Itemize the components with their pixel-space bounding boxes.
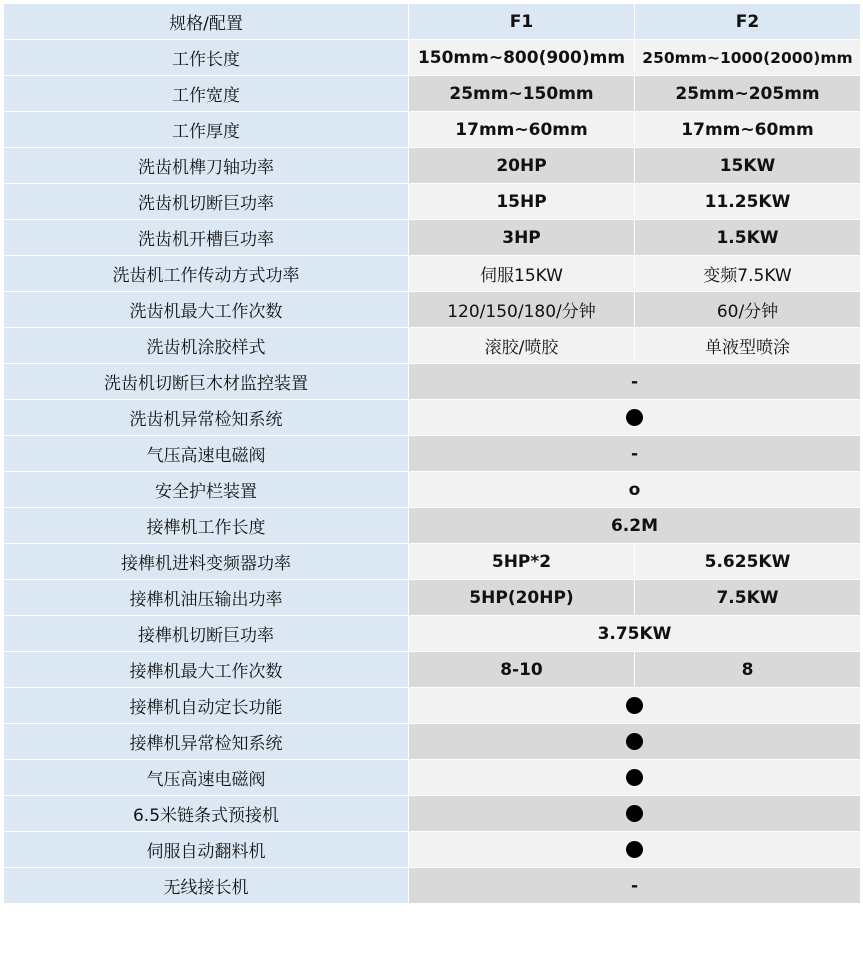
table-row <box>4 184 861 220</box>
row-label: 安全护栏装置 <box>4 472 409 508</box>
row-value-merged <box>409 760 861 796</box>
row-label: 气压高速电磁阀 <box>4 760 409 796</box>
row-value-f2: 5.625KW <box>635 544 861 580</box>
row-value-f2: 11.25KW <box>635 184 861 220</box>
row-value-f2: 17mm~60mm <box>635 112 861 148</box>
table-row <box>4 76 861 112</box>
row-value-f1: 5HP(20HP) <box>409 580 635 616</box>
row-label: 洗齿机切断巨功率 <box>4 184 409 220</box>
row-label: 洗齿机榫刀轴功率 <box>4 148 409 184</box>
spec-table-body <box>4 4 861 904</box>
table-row <box>4 256 861 292</box>
table-row <box>4 688 861 724</box>
table-row <box>4 328 861 364</box>
row-label: 伺服自动翻料机 <box>4 832 409 868</box>
row-label: 接榫机切断巨功率 <box>4 616 409 652</box>
row-value-f2: 250mm~1000(2000)mm <box>635 40 861 76</box>
row-value-f1: 3HP <box>409 220 635 256</box>
row-value-f1: 25mm~150mm <box>409 76 635 112</box>
header-f1: F1 <box>409 4 635 40</box>
row-label: 洗齿机切断巨木材监控装置 <box>4 364 409 400</box>
row-value-f2: 单液型喷涂 <box>635 328 861 364</box>
row-label: 工作长度 <box>4 40 409 76</box>
table-row <box>4 472 861 508</box>
row-value-merged: 6.2M <box>409 508 861 544</box>
table-row <box>4 832 861 868</box>
header-spec-label: 规格/配置 <box>4 4 409 40</box>
filled-dot-icon <box>626 769 643 786</box>
table-row <box>4 760 861 796</box>
row-value-f1: 120/150/180/分钟 <box>409 292 635 328</box>
row-value-f2: 变频7.5KW <box>635 256 861 292</box>
table-row <box>4 544 861 580</box>
row-value-f2: 60/分钟 <box>635 292 861 328</box>
row-value-merged <box>409 796 861 832</box>
table-row <box>4 220 861 256</box>
spec-table <box>3 3 861 904</box>
row-value-f1: 20HP <box>409 148 635 184</box>
header-f2: F2 <box>635 4 861 40</box>
row-label: 接榫机异常检知系统 <box>4 724 409 760</box>
table-row <box>4 724 861 760</box>
row-value-f1: 伺服15KW <box>409 256 635 292</box>
table-row <box>4 580 861 616</box>
row-label: 无线接长机 <box>4 868 409 904</box>
table-row <box>4 112 861 148</box>
row-label: 接榫机进料变频器功率 <box>4 544 409 580</box>
row-value-merged: - <box>409 364 861 400</box>
row-value-merged: - <box>409 868 861 904</box>
row-value-f2: 15KW <box>635 148 861 184</box>
row-label: 洗齿机最大工作次数 <box>4 292 409 328</box>
row-label: 6.5米链条式预接机 <box>4 796 409 832</box>
row-value-f2: 7.5KW <box>635 580 861 616</box>
row-value-f1: 150mm~800(900)mm <box>409 40 635 76</box>
row-label: 洗齿机涂胶样式 <box>4 328 409 364</box>
row-value-merged <box>409 400 861 436</box>
row-value-merged <box>409 724 861 760</box>
row-value-f2: 25mm~205mm <box>635 76 861 112</box>
row-label: 洗齿机异常检知系统 <box>4 400 409 436</box>
row-label: 气压高速电磁阀 <box>4 436 409 472</box>
table-row <box>4 40 861 76</box>
filled-dot-icon <box>626 805 643 822</box>
table-row <box>4 292 861 328</box>
row-value-f2: 8 <box>635 652 861 688</box>
filled-dot-icon <box>626 733 643 750</box>
table-row <box>4 364 861 400</box>
table-row <box>4 616 861 652</box>
table-row <box>4 652 861 688</box>
row-label: 洗齿机开槽巨功率 <box>4 220 409 256</box>
table-row <box>4 868 861 904</box>
row-value-merged: 3.75KW <box>409 616 861 652</box>
table-header-row <box>4 4 861 40</box>
row-value-f1: 5HP*2 <box>409 544 635 580</box>
row-value-f2: 1.5KW <box>635 220 861 256</box>
row-label: 接榫机工作长度 <box>4 508 409 544</box>
row-value-f1: 滚胶/喷胶 <box>409 328 635 364</box>
row-value-f1: 17mm~60mm <box>409 112 635 148</box>
table-row <box>4 796 861 832</box>
row-value-merged: o <box>409 472 861 508</box>
table-row <box>4 148 861 184</box>
row-value-merged: - <box>409 436 861 472</box>
row-value-f1: 8-10 <box>409 652 635 688</box>
row-label: 接榫机最大工作次数 <box>4 652 409 688</box>
filled-dot-icon <box>626 697 643 714</box>
row-label: 工作厚度 <box>4 112 409 148</box>
row-label: 工作宽度 <box>4 76 409 112</box>
row-label: 洗齿机工作传动方式功率 <box>4 256 409 292</box>
row-value-merged <box>409 832 861 868</box>
row-value-merged <box>409 688 861 724</box>
table-row <box>4 400 861 436</box>
row-label: 接榫机油压输出功率 <box>4 580 409 616</box>
table-row <box>4 436 861 472</box>
filled-dot-icon <box>626 409 643 426</box>
filled-dot-icon <box>626 841 643 858</box>
row-value-f1: 15HP <box>409 184 635 220</box>
table-row <box>4 508 861 544</box>
row-label: 接榫机自动定长功能 <box>4 688 409 724</box>
